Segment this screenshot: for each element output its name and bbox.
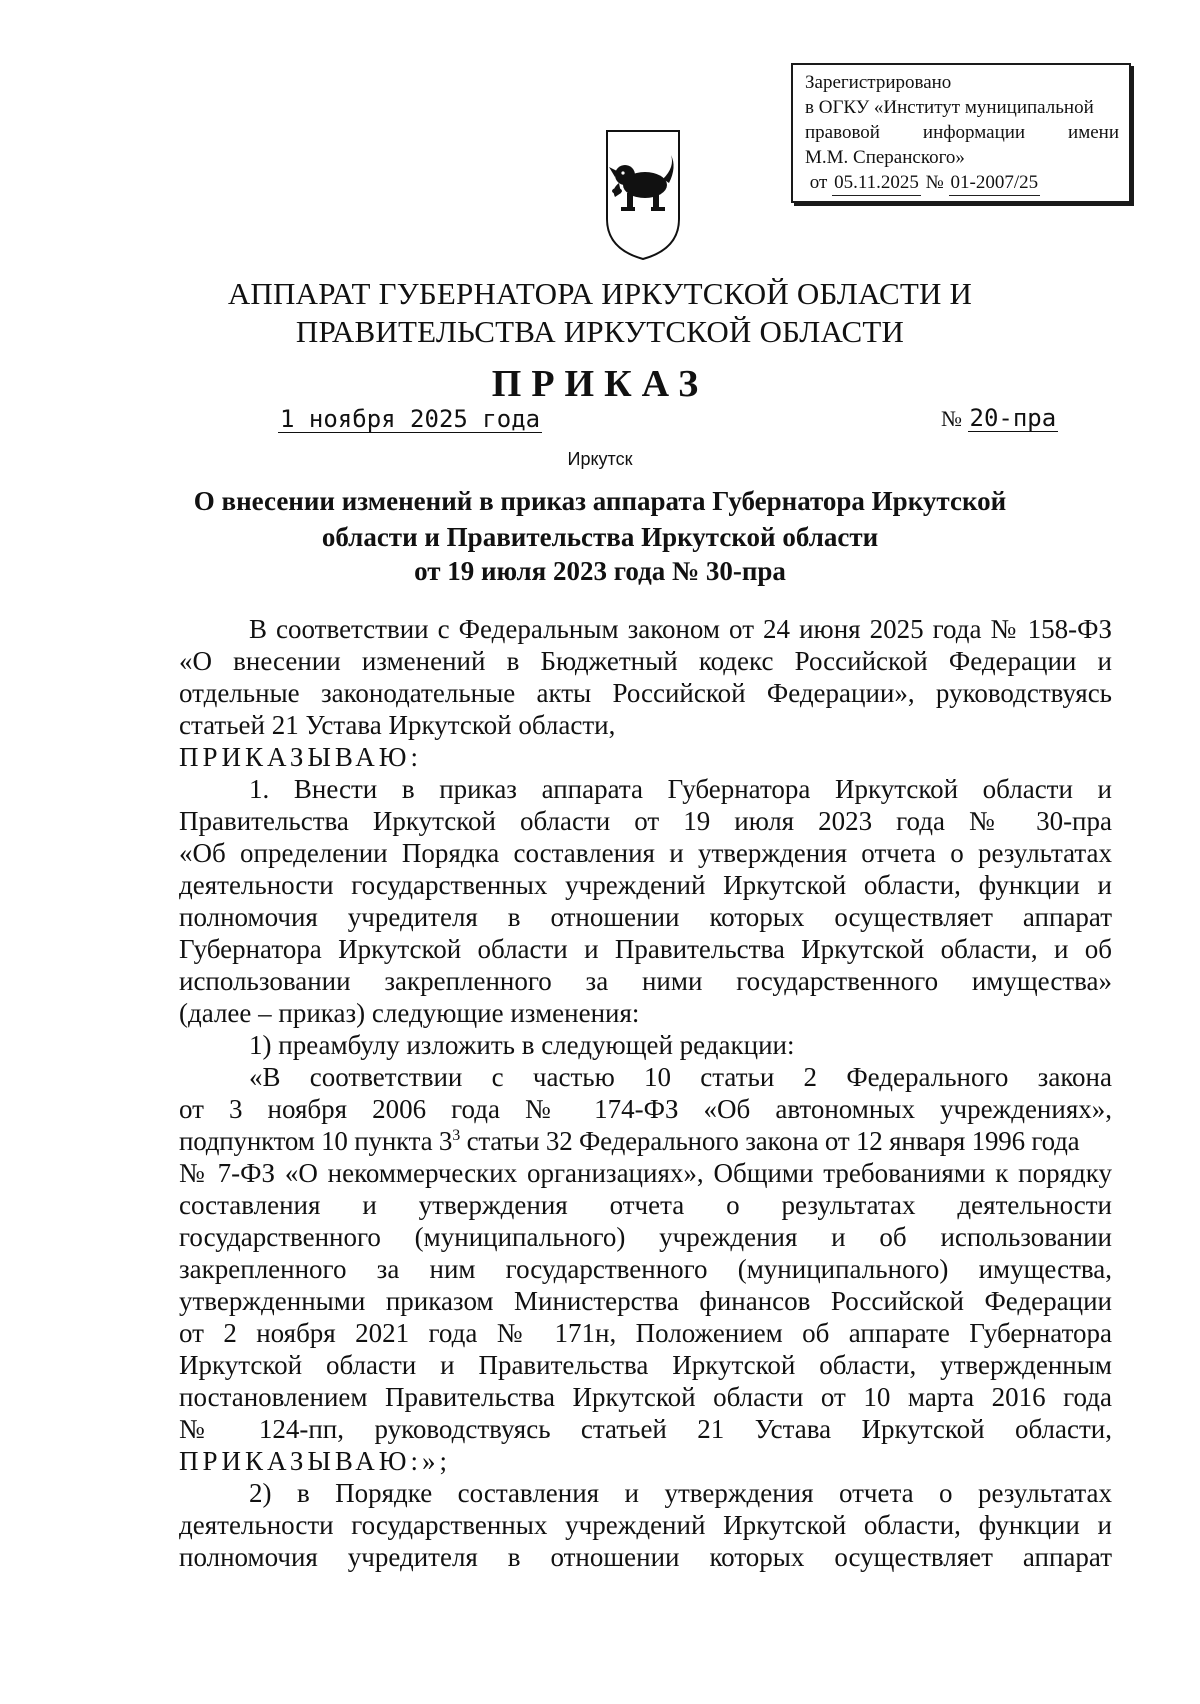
body-line: № 124-пп, руководствуясь статьей 21 Устава Иркутской области, [179,1414,1112,1444]
document-date [278,405,542,433]
body-line: 1) преамбулу изложить в следующей редакции: [249,1030,795,1060]
document-number-value: 20-пра [969,404,1057,432]
document-number-label: № [941,406,962,431]
body-line: «О внесении изменений в Бюджетный кодекс Российской Федерации и [179,646,1112,676]
body-line: постановлением Правительства Иркутской области от 10 марта 2016 года [179,1382,1112,1412]
body-line: от 2 ноября 2021 года № 171н, Положением об аппарате Губернатора [179,1318,1112,1348]
document-city: Иркутск [567,449,633,469]
body-line: Иркутской области и Правительства Иркутской области, утвержденным [179,1350,1112,1380]
document-title-line-2: области и Правительства Иркутской области [321,522,879,552]
stamp-no-label: № [925,172,944,193]
stamp-reg-date: 05.11.2025 [832,170,921,196]
stamp-line: М.М. Сперанского» [805,147,965,168]
organization-name-line-1: АППАРАТ ГУБЕРНАТОРА ИРКУТСКОЙ ОБЛАСТИ И [227,276,973,311]
body-line: Правительства Иркутской области от 19 июля 2023 года № 30-пра [179,806,1112,836]
body-line: полномочия учредителя в отношении которых осуществляет аппарат [179,1542,1112,1572]
body-line [179,1125,1112,1157]
body-line: «Об определении Порядка составления и утверждения отчета о результатах [179,838,1112,868]
registration-stamp [791,63,1131,203]
body-line: (далее – приказ) следующие изменения: [179,998,640,1028]
body-line-order-word: ПРИКАЗЫВАЮ: [179,742,422,772]
body-line: «В соответствии с частью 10 статьи 2 Федерального закона [249,1062,1112,1092]
body-line: полномочия учредителя в отношении которых осуществляет аппарат [179,902,1112,932]
coat-of-arms-icon [601,127,685,268]
body-line: деятельности государственных учреждений Иркутской области, функции и [179,870,1112,900]
stamp-line: Зарегистрировано [805,72,952,93]
body-line: деятельности государственных учреждений Иркутской области, функции и [179,1510,1112,1540]
document-title-line-3: от 19 июля 2023 года № 30-пра [414,556,786,586]
body-line: Губернатора Иркутской области и Правительства Иркутской области, и об [179,934,1112,964]
body-text: статьи 32 Федерального закона от 12 января 1996 года [460,1126,1080,1156]
organization-name-line-2: ПРАВИТЕЛЬСТВА ИРКУТСКОЙ ОБЛАСТИ [295,314,905,349]
body-text: подпунктом 10 пункта 3 [179,1126,453,1156]
document-date-value: 1 ноября 2025 года [280,405,541,433]
body-line: 2) в Порядке составления и утверждения отчета о результатах [249,1478,1112,1508]
body-line: закрепленного за ним государственного (муниципального) имущества, [179,1254,1112,1284]
body-line: статьей 21 Устава Иркутской области, [179,710,616,740]
document-number [941,405,1058,432]
stamp-line: в ОГКУ «Институт муниципальной [805,97,1094,118]
stamp-registration-line [805,170,1119,196]
body-line: 1. Внести в приказ аппарата Губернатора Иркутской области и [249,774,1112,804]
body-line: от 3 ноября 2006 года № 174-ФЗ «Об автономных учреждениях», [179,1094,1112,1124]
superscript: 3 [452,1127,461,1144]
body-line: № 7-ФЗ «О некоммерческих организациях», Общими требованиями к порядку [179,1158,1112,1188]
body-line-order-word: ПРИКАЗЫВАЮ:»; [179,1446,451,1476]
body-line: составления и утверждения отчета о результатах деятельности [179,1190,1112,1220]
body-line: государственного (муниципального) учреждения и об использовании [179,1222,1112,1252]
body-line: отдельные законодательные акты Российской Федерации», руководствуясь [179,678,1112,708]
body-line: использовании закрепленного за ними государственного имущества» [179,966,1112,996]
document-title-line-1: О внесении изменений в приказ аппарата Губернатора Иркутской [193,486,1007,516]
body-line: В соответствии с Федеральным законом от 24 июня 2025 года № 158-ФЗ [249,614,1112,644]
stamp-reg-number: 01-2007/25 [949,170,1041,196]
stamp-line: правовой информации имени [805,122,1119,143]
document-type: ПРИКАЗ [491,363,709,405]
body-line: утвержденными приказом Министерства финансов Российской Федерации [179,1286,1112,1316]
stamp-from-label: от [809,172,828,193]
